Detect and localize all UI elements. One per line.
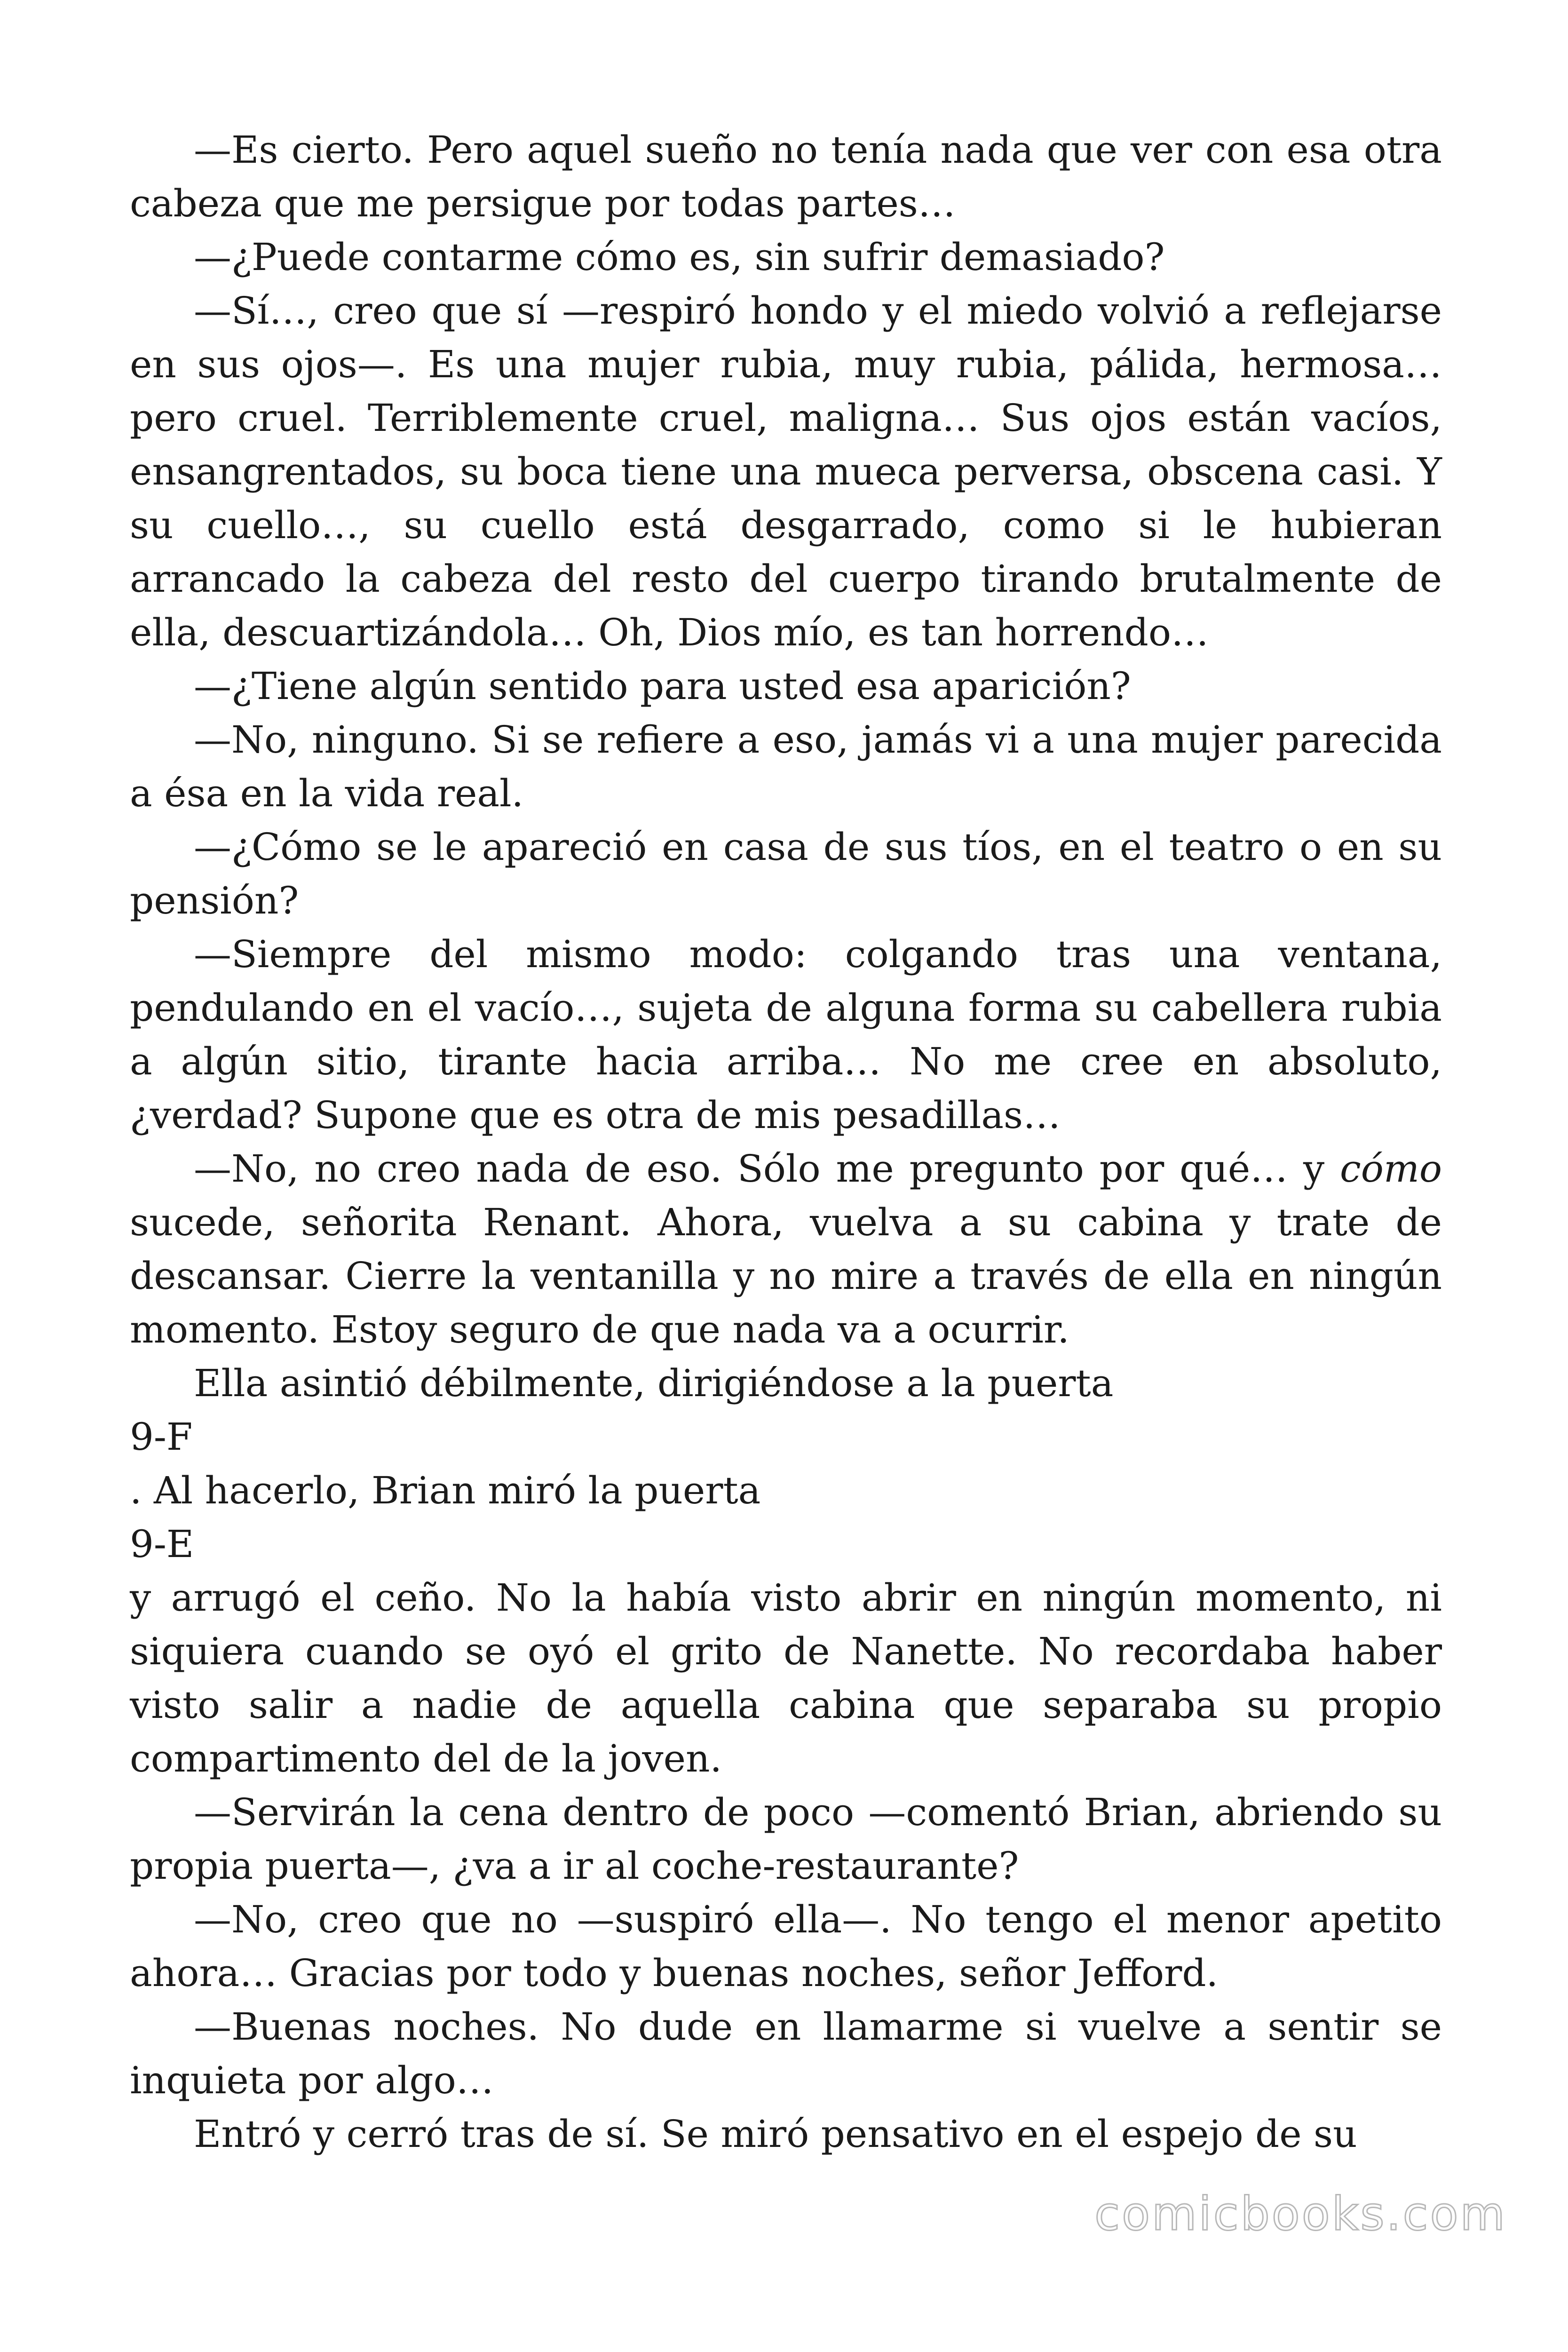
paragraph: —No, creo que no —suspiró ella—. No tengo el menor apetito ahora… Gracias por todo y buenas noches, señor Jefford.: [130, 1898, 1442, 1995]
emphasis-after: sucede, señorita Renant. Ahora, vuelva a su cabina y trate de descansar. Cierre la ventanilla y no mire a través de ella en ningún momento. Estoy seguro de que nada va a ocurrir.: [130, 1200, 1442, 1351]
paragraph-with-emphasis: [130, 1142, 1442, 1357]
cabin-code-9f: 9-F: [130, 1415, 193, 1459]
watermark-logo: comicbooks.com: [1094, 2187, 1507, 2241]
paragraph-last: Entró y cerró tras de sí. Se miró pensativo en el espejo de su: [194, 2112, 1357, 2156]
paragraph: —Buenas noches. No dude en llamarme si vuelve a sentir se inquieta por algo…: [130, 2005, 1442, 2102]
page-body: [130, 123, 1442, 2161]
paragraph: —¿Puede contarme cómo es, sin sufrir demasiado?: [194, 235, 1165, 279]
paragraph: —Sí…, creo que sí —respiró hondo y el miedo volvió a reflejarse en sus ojos—. Es una mujer rubia, muy rubia, pálida, hermosa… pero cruel. Terriblemente cruel, maligna… Sus ojos están vacíos, ensangrentados, su boca tiene una mueca perversa, obscena casi. Y su cuello…, su cuello está desgarrado, como si le hubieran arrancado la cabeza del resto del cuerpo tirando brutalmente de ella, descuartizándola… Oh, Dios mío, es tan horrendo…: [130, 289, 1442, 654]
emphasis-before: —No, no creo nada de eso. Sólo me pregunto por qué… y: [194, 1147, 1325, 1191]
split-continuation: y arrugó el ceño. No la había visto abrir en ningún momento, ni siquiera cuando se oyó el grito de Nanette. No recordaba haber visto salir a nadie de aquella cabina que separaba su propio compartimento del de la joven.: [130, 1576, 1442, 1780]
split-line-start: Ella asintió débilmente, dirigiéndose a la puerta: [194, 1361, 1114, 1405]
paragraph: —Siempre del mismo modo: colgando tras una ventana, pendulando en el vacío…, sujeta de alguna forma su cabellera rubia a algún sitio, tirante hacia arriba… No me cree en absoluto, ¿verdad? Supone que es otra de mis pesadillas…: [130, 932, 1442, 1137]
split-line-middle: . Al hacerlo, Brian miró la puerta: [130, 1469, 761, 1512]
paragraph: —No, ninguno. Si se refiere a eso, jamás vi a una mujer parecida a ésa en la vida real.: [130, 718, 1442, 815]
cabin-code-9e: 9-E: [130, 1522, 194, 1566]
paragraph: —Servirán la cena dentro de poco —comentó Brian, abriendo su propia puerta—, ¿va a ir al coche-restaurante?: [130, 1790, 1442, 1888]
paragraph: —¿Cómo se le apareció en casa de sus tíos, en el teatro o en su pensión?: [130, 825, 1442, 922]
paragraph: —¿Tiene algún sentido para usted esa aparición?: [194, 664, 1131, 708]
emphasis-word: cómo: [1340, 1147, 1442, 1191]
paragraph: —Es cierto. Pero aquel sueño no tenía nada que ver con esa otra cabeza que me persigue por todas partes…: [130, 128, 1442, 225]
